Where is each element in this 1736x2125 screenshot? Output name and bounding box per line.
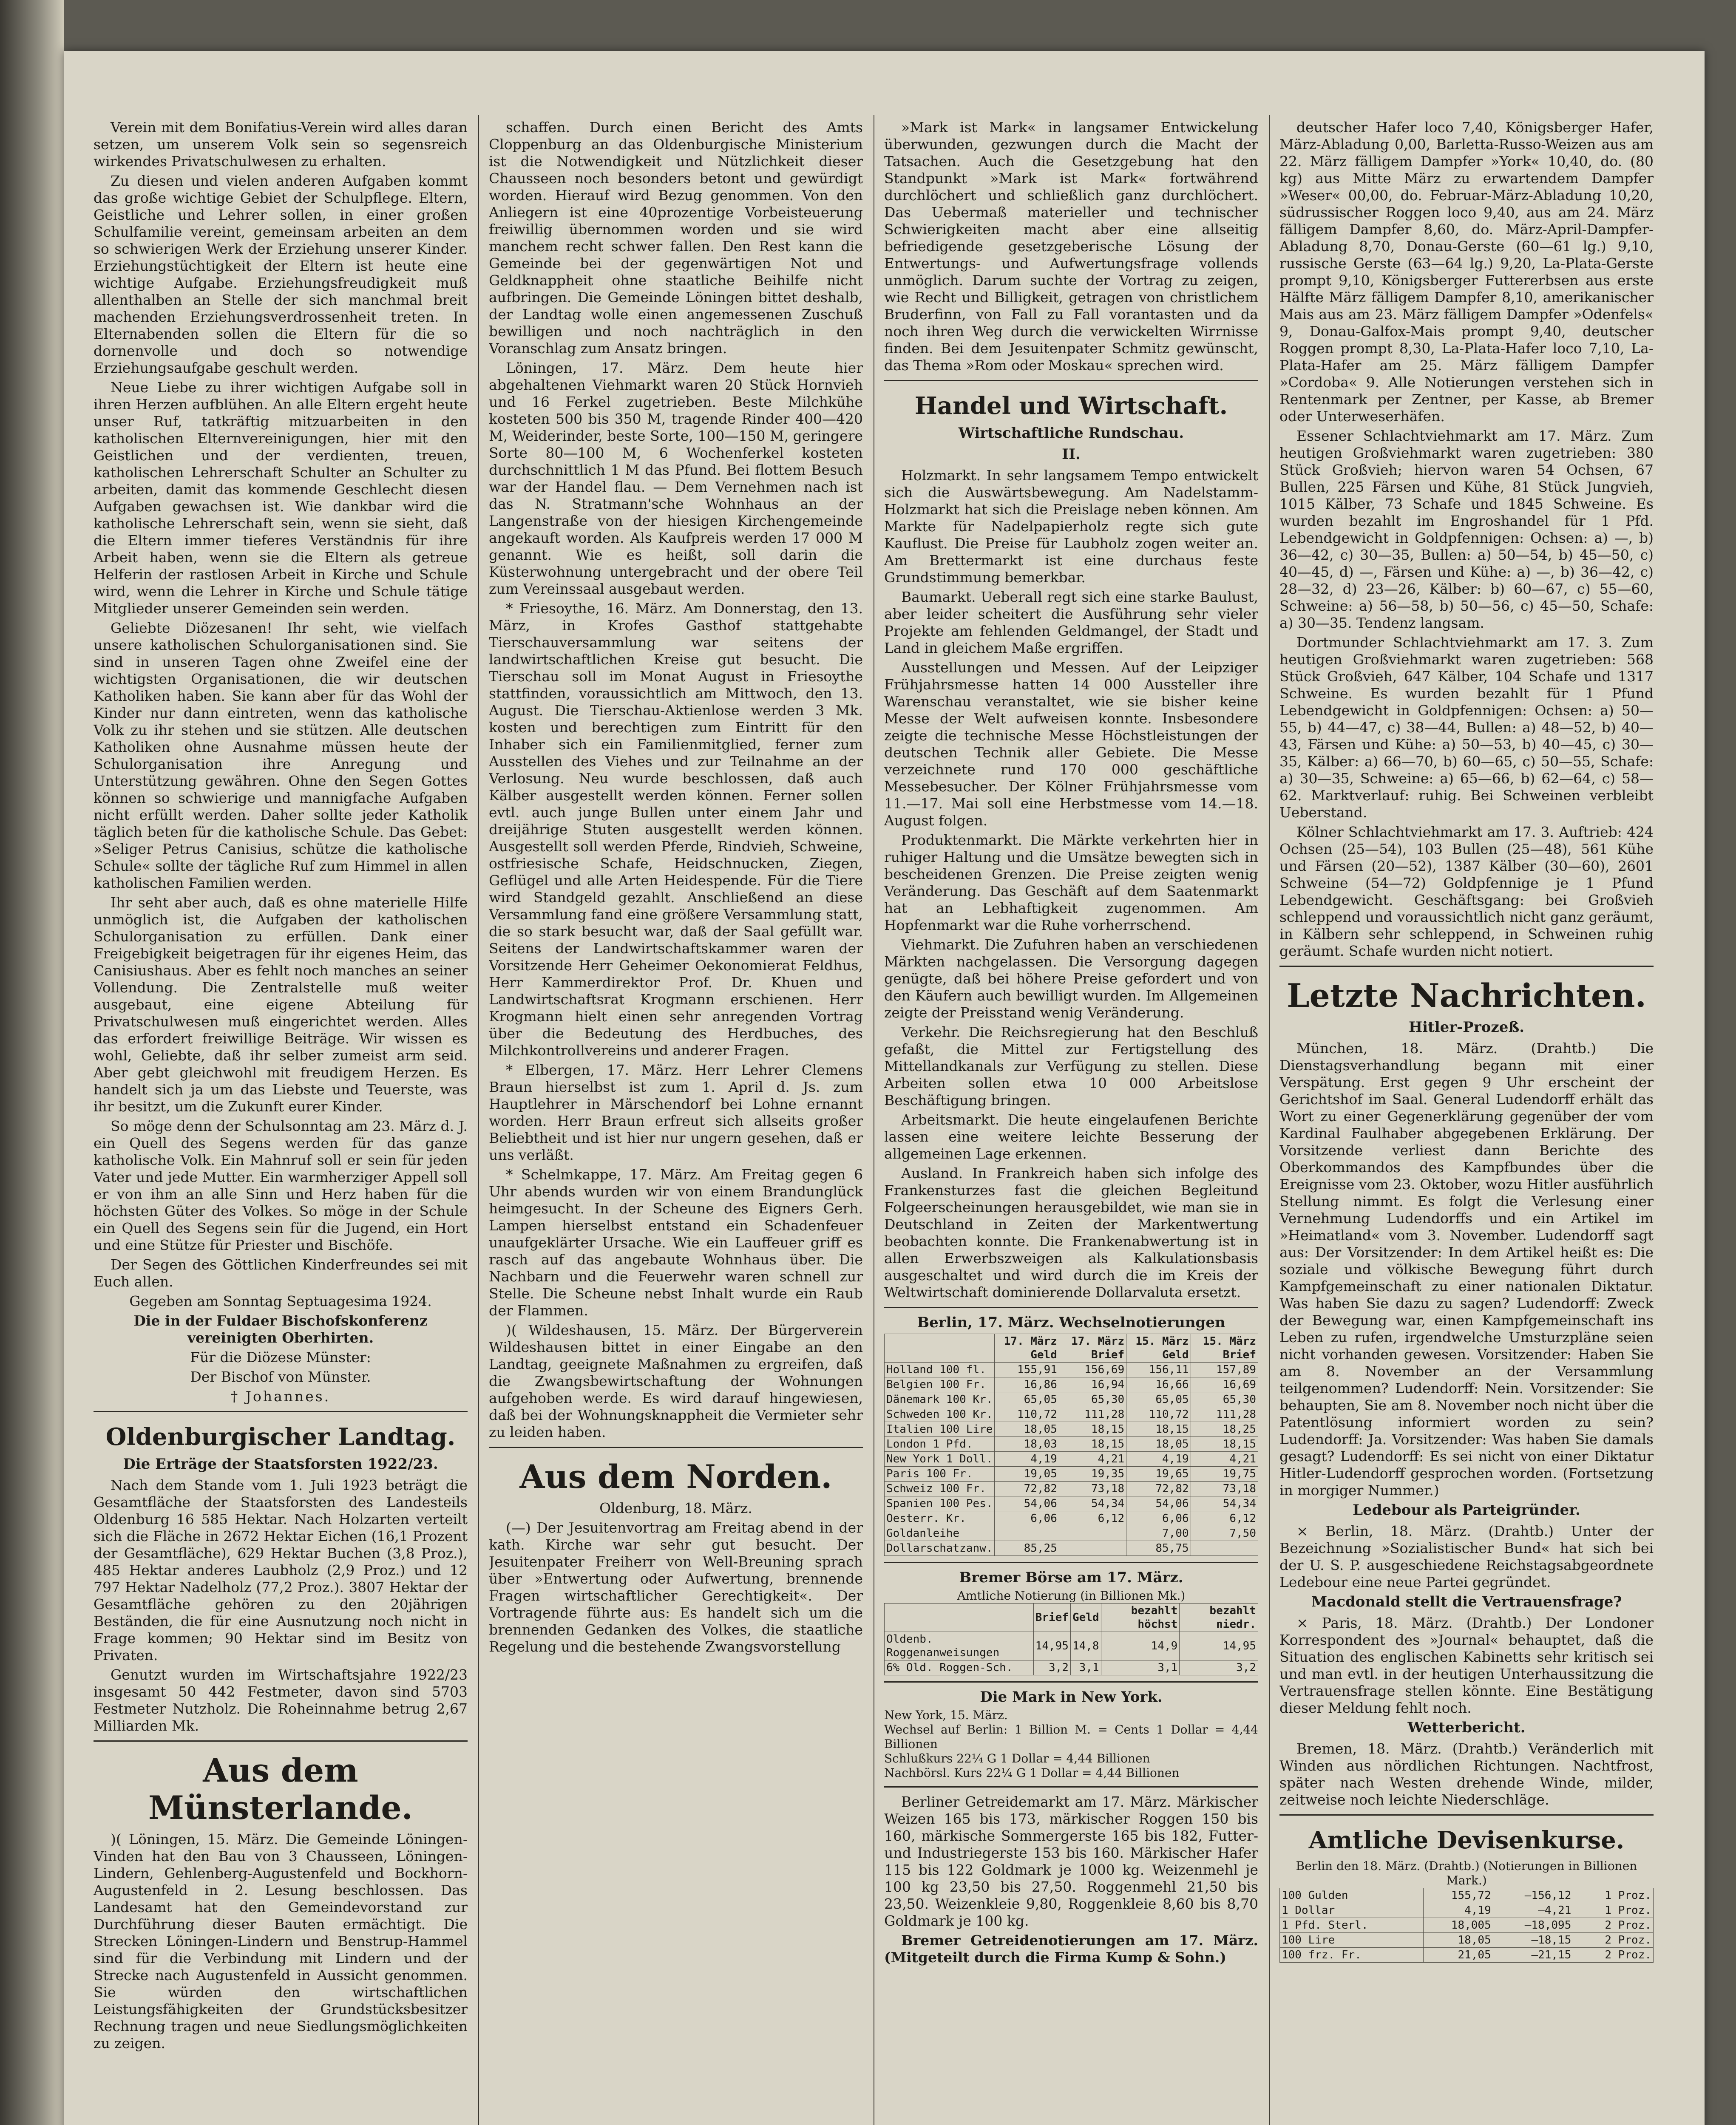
landtag-subheadline: Die Erträge der Staatsforsten 1922/23. (123, 1456, 438, 1473)
divider (489, 1447, 863, 1448)
table-row (885, 1482, 1258, 1496)
table-row (885, 1363, 1258, 1377)
table-row (1280, 1948, 1654, 1963)
table-cell: 65,05 (1126, 1392, 1191, 1407)
paragraph: Dortmunder Schlachtviehmarkt am 17. 3. Zum heutigen Großviehmarkt waren zugetrieben: 568 Stück Großvieh, 647 Kälber, 104 Schafe und 1317 Schweine. Es wurden bezahlt für 1 Pfund Lebendgewicht in Goldpfennigen: Ochsen: a) 50—55, b) 44—47, c) 38—44, Bullen: a) 48—52, b) 40—43, Färsen und Kühe: a) 50—53, b) 40—45, c) 30—35, Kälber: a) 66—70, b) 60—65, c) 50—55, Schafe: a) 30—35, Schweine: a) 65—66, b) 62—64, c) 58—62. Marktverlauf: ruhig. Bei Schweinen verbleibt Ueberstand. (1279, 634, 1654, 821)
paragraph: Verkehr. Die Reichsregierung hat den Beschluß gefaßt, die Mittel zur Fertigstellung des Mittellandkanals zur Verfügung zu stellen. Diese Arbeiten sollen etwa 10 000 Arbeitslose Beschäftigung bringen. (884, 1024, 1258, 1108)
table-cell: Goldanleihe (885, 1526, 995, 1541)
paragraph: Löningen, 17. März. Dem heute hier abgehaltenen Viehmarkt waren 20 Stück Hornvieh und 16 Ferkel zugetrieben. Beste Milchkühe kosteten 500 bis 350 M, tragende Rinder 400—420 M, Weiderinder, beste Sorte, 100—150 M, geringere Sorte 80—100 M, 6 Wochenferkel kosteten durchschnittlich 1 M das Pfund. Bei flottem Besuch war der Handel flau. — Dem Vernehmen nach ist das N. Stratmann'sche Wohnhaus an der Langenstraße von der hiesigen Kirchengemeinde angekauft worden. Als Kaufpreis werden 17 000 M genannt. Wie es heißt, soll darin die Küsterwohnung untergebracht und der obere Teil zum Vereinssaal ausgebaut werden. (489, 360, 863, 597)
table-cell: 65,05 (995, 1392, 1059, 1407)
table-cell: 14,95 (1180, 1632, 1258, 1660)
ledebour-subheadline: Ledebour als Parteigründer. (1353, 1502, 1580, 1519)
bishop-line: Der Bischof von Münster. (190, 1368, 371, 1385)
table-header (885, 1604, 1034, 1632)
table-header: Brief (1033, 1604, 1070, 1632)
table-cell: 1 Pfd. Sterl. (1280, 1918, 1424, 1933)
table-cell: 18,03 (995, 1437, 1059, 1452)
paragraph: Berliner Getreidemarkt am 17. März. Märkischer Weizen 165 bis 173, märkischer Roggen 150 bis 160, märkische Sommergerste 165 bis 182, Futter- und Industriegerste 153 bis 160. Märkischer Hafer 115 bis 122 Goldmark je 1000 kg. Weizenmehl je 100 kg 23,50 bis 27,50. Roggenmehl 21,50 bis 23,50. Weizenkleie 9,80, Roggenkleie 8,60 bis 8,70 Goldmark je 100 kg. (884, 1794, 1258, 1929)
table-cell: Italien 100 Lire (885, 1422, 995, 1437)
table-cell: 4,19 (1126, 1452, 1191, 1467)
table-cell: 16,66 (1126, 1377, 1191, 1392)
table-cell: 18,05 (1126, 1437, 1191, 1452)
amtliche-headline: Amtliche Devisenkurse. (1308, 1826, 1625, 1854)
paragraph: schaffen. Durch einen Bericht des Amts Cloppenburg an das Oldenburgische Ministerium ist die Notwendigkeit und Nützlichkeit dieser Chausseen noch besonders betont und gewürdigt worden. Hierauf wird Bezug genommen. Von den Anliegern ist eine 40prozentige Vorbeisteuerung freiwillig übernommen worden und sie wird manchem recht schwer fallen. Den Rest kann die Gemeinde bei der gegenwärtigen Not und Geldknappheit ohne staatliche Beihilfe nicht aufbringen. Die Gemeinde Löningen bittet deshalb, der Landtag wolle einen angemessenen Zuschuß bewilligen und noch nachträglich in den Voranschlag zum Ansatz bringen. (489, 119, 863, 357)
table-cell: 2 Proz. (1573, 1933, 1654, 1948)
table-cell: 14,8 (1070, 1632, 1101, 1660)
table-cell: 19,75 (1191, 1467, 1258, 1482)
table-cell: —18,095 (1493, 1918, 1573, 1933)
mark-line: New York, 15. März. (884, 1708, 1008, 1722)
table-cell: 21,05 (1424, 1948, 1493, 1963)
table-cell: 19,65 (1126, 1467, 1191, 1482)
table-cell: 2 Proz. (1573, 1948, 1654, 1963)
table-cell: 6,06 (995, 1511, 1059, 1526)
table-cell: —21,15 (1493, 1948, 1573, 1963)
paragraph: )( Wildeshausen, 15. März. Der Bürgerverein Wildeshausen bittet in einer Eingabe an den Landtag, geeignete Maßnahmen zu ergreifen, daß die Zwangsbewirtschaftung der Wohnungen aufgehoben werde. Es wird darauf hingewiesen, daß bei der Wohnungsknappheit die Vermieter sehr zu leiden haben. (489, 1322, 863, 1440)
paragraph: )( Löningen, 15. März. Die Gemeinde Löningen-Vinden hat den Bau von 3 Chausseen, Löningen-Lindern, Gehlenberg-Augustenfeld und Bockhorn-Augustenfeld in 2. Lesung beschlossen. Das Landesamt hat den Gemeindevorstand zur Durchführung dieser Bauten ermächtigt. Die Strecken Löningen-Lindern und Benstrup-Hammel sind für die Verbindung mit Lindern und der Strecke nach Augustenfeld in Aussicht genommen. Sie würden den wirtschaftlichen Leistungsfähigkeiten der Grundstücksbesitzer Rechnung tragen und neue Siedlungsmöglichkeiten zu zeigen. (94, 1831, 468, 2051)
table-cell: Paris 100 Fr. (885, 1467, 995, 1482)
table-cell: 4,19 (995, 1452, 1059, 1467)
scan-edge (0, 0, 64, 2125)
table-cell: 54,06 (1126, 1496, 1191, 1511)
divider (884, 380, 1258, 381)
table-header: bezahlt niedr. (1180, 1604, 1258, 1632)
paragraph: München, 18. März. (Drahtb.) Die Dienstagsverhandlung begann mit einer Verspätung. Erst gegen 9 Uhr erscheint der Gerichtshof im Saal. General Ludendorff erhält das Wort zu einer Gegenerklärung gegenüber der vom Kardinal Faulhaber abgegebenen Erklärung. Der Vorsitzende verliest dann Berichte des Oberkommandos des Kampfbundes über die Ereignisse vom 23. Oktober, wozu Hitler ausführlich Stellung nimmt. Es folgt die Verlesung einer Vernehmung Ludendorffs und ein Artikel im »Heimatland« vom 3. November. Ludendorff sagt aus: Der Vorsitzender: In dem Artikel heißt es: Die soziale und völkische Bewegung führt durch Kampfgemeinschaft zu einer nationalen Diktatur. Was haben Sie dazu zu sagen? Ludendorff: Zweck der Bewegung war, einen Kampfgemeinschaft ins Leben zu rufen, irgendwelche Umsturzpläne seien nicht vorhanden gewesen. Vorsitzender: Haben Sie am 8. November an der Versammlung teilgenommen? Ludendorff: Nein. Vorsitzender: Sie behaupten, Sie am 8. November noch nicht über die Patentlösung informiert worden zu sein? Ludendorff: Ja. Vorsitzender: Was haben Sie damals gesagt? Ludendorff: Es sei nicht von einer Diktatur Hitler-Ludendorff gesprochen worden. (Fortsetzung in morgiger Nummer.) (1279, 1040, 1654, 1499)
divider (1279, 1814, 1654, 1816)
column-1 (94, 119, 468, 2125)
table-cell: 18,15 (1059, 1422, 1126, 1437)
table-cell: 6,12 (1191, 1511, 1258, 1526)
wetter-subheadline: Wetterbericht. (1407, 1719, 1526, 1736)
table-cell: 65,30 (1059, 1392, 1126, 1407)
table-row (885, 1632, 1258, 1660)
table-row (1280, 1918, 1654, 1933)
paragraph: Arbeitsmarkt. Die heute eingelaufenen Berichte lassen eine weitere leichte Besserung der allgemeinen Lage erkennen. (884, 1111, 1258, 1162)
paragraph: Bremen, 18. März. (Drahtb.) Veränderlich mit Winden aus nördlichen Richtungen. Nachtfrost, später nach Westen drehende Winde, milder, zeitweise noch leichte Niederschläge. (1279, 1740, 1654, 1808)
table-cell: 155,72 (1424, 1888, 1493, 1903)
paragraph: Ausland. In Frankreich haben sich infolge des Frankensturzes fast die gleichen Begleitund Folgeerscheinungen herausgebildet, wie man sie in Deutschland in Zeiten der Markentwertung beobachten konnte. Die Frankenabwertung ist in allen Erwerbszweigen als Kalkulationsbasis ausgeschaltet und wird durch die im Kreis der Weltwirtschaft dominierende Dollarvaluta ersetzt. (884, 1165, 1258, 1300)
table-cell: New York 1 Doll. (885, 1452, 995, 1467)
paragraph: Ihr seht aber auch, daß es ohne materielle Hilfe unmöglich ist, die Aufgaben der katholischen Schulorganisation zu erfüllen. Dank einer Freigebigkeit beigetragen für ihr eigenes Heim, das Canisiushaus. Aber es fehlt noch manches an seiner Vollendung. Die Zentralstelle muß weiter ausgebaut, eine eigene Abteilung für Privatschulwesen muß eingerichtet werden. Alles das erfordert freiwillige Beiträge. Wir wissen es wohl, Geliebte, daß ihr selber zumeist arm seid. Aber gebt gleichwohl mit freudigem Herzen. Es handelt sich ja um das Liebste und Teuerste, was ihr besitzt, um die Zukunft eurer Kinder. (94, 894, 468, 1115)
column-4 (1279, 119, 1654, 2125)
table-cell: 4,21 (1059, 1452, 1126, 1467)
table-cell: 111,28 (1191, 1407, 1258, 1422)
table-cell: 4,19 (1424, 1903, 1493, 1918)
table-row (885, 1541, 1258, 1556)
table-cell: Holland 100 fl. (885, 1363, 995, 1377)
table-cell: —156,12 (1493, 1888, 1573, 1903)
table-cell: 6% Old. Roggen-Sch. (885, 1660, 1034, 1675)
column-2 (489, 119, 863, 2125)
table-cell: 1 Dollar (1280, 1903, 1424, 1918)
table-row (885, 1496, 1258, 1511)
hitler-subheadline: Hitler-Prozeß. (1408, 1019, 1525, 1036)
table-header: 17. März Geld (995, 1334, 1059, 1363)
paragraph: Produktenmarkt. Die Märkte verkehrten hier in ruhiger Haltung und die Umsätze bewegten sich in bescheidenen Grenzen. Die Preise zeigten wenig Veränderung. Das Geschäft auf dem Saatenmarkt hat an Lebhaftigkeit zugenommen. Am Hopfenmarkt war die Ruhe vorherrschend. (884, 832, 1258, 933)
date-line: Gegeben am Sonntag Septuagesima 1924. (129, 1293, 432, 1309)
paragraph: Genutzt wurden im Wirtschaftsjahre 1922/23 insgesamt 50 442 Festmeter, davon sind 5703 Festmeter Nutzholz. Die Roheinnahme betrug 2,67 Milliarden Mk. (94, 1666, 468, 1734)
table-cell: 100 frz. Fr. (1280, 1948, 1424, 1963)
table-cell: 1 Proz. (1573, 1888, 1654, 1903)
table-cell: 72,82 (995, 1482, 1059, 1496)
table-row (885, 1467, 1258, 1482)
table-cell: Belgien 100 Fr. (885, 1377, 995, 1392)
table-cell (1059, 1541, 1126, 1556)
paragraph: Kölner Schlachtviehmarkt am 17. 3. Auftrieb: 424 Ochsen (25—54), 103 Bullen (25—48), 561 Kühe und Färsen (20—52), 1387 Kälber (30—60), 2601 Schweine (54—72) Goldpfennige je 1 Pfund Lebendgewicht. Geschäftsgang: bei Großvieh schleppend und voraussichtlich nicht ganz geräumt, in Kälbern sehr schleppend, in Schweinen ruhig geräumt. Schafe wurden nicht notiert. (1279, 824, 1654, 959)
divider (94, 1411, 468, 1412)
handel-subheadline: Wirtschaftliche Rundschau. (958, 425, 1184, 442)
paragraph: (—) Der Jesuitenvortrag am Freitag abend in der kath. Kirche war sehr gut besucht. Der Jesuitenpater Freiherr von Well-Breuning sprach über »Entwertung oder Aufwertung, brennende Fragen wirtschaftlicher Gerechtigkeit«. Der Vortragende führte aus: Es handelt sich um die brennenden Gedanken des Volkes, die staatliche Regelung und die bestehende Zwangsvorstellung (489, 1519, 863, 1655)
table-cell: 3,2 (1033, 1660, 1070, 1675)
paragraph: Viehmarkt. Die Zufuhren haben an verschiedenen Märkten nachgelassen. Die Versorgung dagegen genügte, daß bei höhere Preise gefordert und von den Käufern auch bewilligt wurden. Im Allgemeinen zeigte der Preisstand wenig Veränderung. (884, 936, 1258, 1021)
paragraph: * Elbergen, 17. März. Herr Lehrer Clemens Braun hierselbst ist zum 1. April d. Js. zum Hauptlehrer in Märschendorf bei Lohne ernannt worden. Herr Braun erfreut sich allseits großer Beliebtheit und ist hier nur ungern gesehen, daß er uns verläßt. (489, 1062, 863, 1163)
paragraph: Geliebte Diözesanen! Ihr seht, wie vielfach unsere katholischen Schulorganisationen sind. Sie sind in unseren Tagen ohne Zweifel eine der wichtigsten Organisationen, die wir deutschen Katholiken haben. Sie kann aber für das Wohl der Kinder nur dann eintreten, wenn das katholische Volk zu ihr stehen und sie stützen. Alle deutschen Katholiken ohne Ausnahme müssen heute der Schulorganisation ihre Anregung und Unterstützung gewähren. Ohne den Segen Gottes können so schwierige und mannigfache Aufgaben nicht erfüllt werden. Daher sollte jeder Katholik täglich beten für die katholische Schule. Das Gebet: »Seliger Petrus Canisius, schütze die katholische Schule« sollte der tägliche Ruf zum Himmel in allen katholischen Familien werden. (94, 620, 468, 891)
table-cell: 18,25 (1191, 1422, 1258, 1437)
table-cell: 2 Proz. (1573, 1918, 1654, 1933)
table-cell: 18,05 (1424, 1933, 1493, 1948)
table-row (885, 1526, 1258, 1541)
table-cell: Schweden 100 Kr. (885, 1407, 995, 1422)
paragraph: Ausstellungen und Messen. Auf der Leipziger Frühjahrsmesse hatten 14 000 Aussteller ihre Warenschau veranstaltet, wie sie bisher keine Messe der Welt aufweisen konnte. Insbesondere zeigte die technische Messe Höchstleistungen der deutschen Technik aller Gebiete. Die Messe verzeichnete rund 170 000 geschäftliche Messebesucher. Der Kölner Frühjahrsmesse vom 11.—17. Mai soll eine Herbstmesse vom 14.—18. August folgen. (884, 659, 1258, 829)
table-cell: —4,21 (1493, 1903, 1573, 1918)
table-cell: Dollarschatzanw. (885, 1541, 995, 1556)
table-cell: 54,34 (1059, 1496, 1126, 1511)
table-cell: 72,82 (1126, 1482, 1191, 1496)
table-cell: 16,94 (1059, 1377, 1126, 1392)
table-cell: 6,06 (1126, 1511, 1191, 1526)
table-cell: Dänemark 100 Kr. (885, 1392, 995, 1407)
paragraph: deutscher Hafer loco 7,40, Königsberger Hafer, März-Abladung 0,00, Barletta-Russo-Weizen aus am 22. März fälligem Dampfer »York« 10,40, do. (80 kg) aus Mitte März zu erwartendem Dampfer »Weser« 00,00, do. Februar-März-Abladung 10,20, südrussischer Roggen loco 9,40, aus am 24. März fälligem Dampfer 8,60, do. März-April-Dampfer-Abladung 8,70, Donau-Gerste (60—61 lg.) 9,10, russische Gerste (63—64 lg.) 9,20, La-Plata-Gerste prompt 9,10, Königsberger Futtererbsen aus erste Hälfte März fälligem Dampfer 8,10, amerikanischer Mais aus am 23. März fälligem Dampfer »Odenfels« 9, Donau-Galfox-Mais prompt 9,40, deutscher Roggen prompt 8,30, La-Plata-Hafer loco 7,10, La-Plata-Hafer am 25. März fälligem Dampfer »Cordoba« 9. Alle Notierungen verstehen sich in Rentenmark per Zentner, per Kasse, ab Bremer oder Unterweserhäfen. (1279, 119, 1654, 425)
table-cell: 7,00 (1126, 1526, 1191, 1541)
table-row (1280, 1903, 1654, 1918)
table-cell: Oldenb. Roggenanweisungen (885, 1632, 1034, 1660)
column-rule (478, 115, 479, 2125)
table-cell: 19,35 (1059, 1467, 1126, 1482)
table-cell: 3,1 (1070, 1660, 1101, 1675)
divider (884, 1786, 1258, 1788)
table-row (885, 1392, 1258, 1407)
letzte-headline: Letzte Nachrichten. (1287, 977, 1646, 1014)
table-header: 15. März Geld (1126, 1334, 1191, 1363)
paragraph: * Schelmkappe, 17. März. Am Freitag gegen 6 Uhr abends wurden wir von einem Brandunglück heimgesucht. In der Scheune des Eigners Gerh. Lampen hierselbst entstand ein Schadenfeuer unaufgeklärter Ursache. Wie ein Lauffeuer griff es rasch auf das angebaute Wohnhaus über. Die Nachbarn und die Feuerwehr waren schnell zur Stelle. Die Scheune nebst Inhalt wurde ein Raub der Flammen. (489, 1166, 863, 1319)
paragraph: Zu diesen und vielen anderen Aufgaben kommt das große wichtige Gebiet der Schulpflege. Eltern, Geistliche und Lehrer sollen, in einer großen Schulfamilie vereint, gemeinsam arbeiten an dem so schwierigen Werk der Erziehung unserer Kinder. Erziehungstüchtigkeit der Eltern ist heute eine wichtige Aufgabe. Erziehungsfreudigkeit muß allenthalben an Stelle der sich manchmal breit machenden Erziehungsverdrossenheit treten. In Elternabenden sollen die Eltern für die so dornenvolle und doch so notwendige Erziehungsaufgabe geschult werden. (94, 173, 468, 376)
divider (884, 1562, 1258, 1563)
table-row (885, 1407, 1258, 1422)
paragraph: »Mark ist Mark« in langsamer Entwickelung überwunden, gezwungen durch die Macht der Tatsachen. Auch die Gesetzgebung hat den Standpunkt »Mark ist Mark« fortwährend durchlöchert und schließlich ganz durchlöchert. Das Uebermaß materieller und technischer Schwierigkeiten macht aber eine allseitig befriedigende gesetzgeberische Lösung der Entwertungs- und Aufwertungsfrage vollends unmöglich. Darum suchte der Vortrag zu zeigen, wie Recht und Billigkeit, getragen von christlichem Bruderfinn, von Fall zu Fall vorantasten und da noch ihren Weg durch die verwickelten Wirrnisse finden. Bei dem Jesuitenpater Schmitz gewünscht, das Thema »Rom oder Moskau« sprechen wird. (884, 119, 1258, 374)
table-cell (1191, 1541, 1258, 1556)
table-cell: 4,21 (1191, 1452, 1258, 1467)
table-header: 17. März Brief (1059, 1334, 1126, 1363)
paragraph: Der Segen des Göttlichen Kinderfreundes sei mit Euch allen. (94, 1256, 468, 1290)
table-cell: 111,28 (1059, 1407, 1126, 1422)
table-cell: 73,18 (1059, 1482, 1126, 1496)
paragraph: Neue Liebe zu ihrer wichtigen Aufgabe soll in ihren Herzen aufblühen. An alle Eltern ergeht heute unser Ruf, tatkräftig mitzuarbeiten in den katholischen Elternvereinigungen, hier mit den Geistlichen und der verdienten, treuen, katholischen Lehrerschaft Schulter an Schulter zu arbeiten, damit das kommende Geschlecht diesen Aufgaben gewachsen ist. Wie dankbar wird die katholische Lehrerschaft sein, wenn sie sieht, daß die Eltern immer tieferes Verständnis für ihre Arbeit haben, wenn sie die Eltern als getreue Helferin der rastlosen Arbeit in Kirche und Schule wird, wenn die Lehrer in Kirche und Schule tätige Mitglieder unserer Gemeinden sein werden. (94, 379, 468, 617)
table-cell: 18,15 (1126, 1422, 1191, 1437)
mark-line: Schlußkurs 22¼ G 1 Dollar = 4,44 Billionen (884, 1751, 1150, 1765)
devisen-table (884, 1334, 1258, 1556)
table-cell: London 1 Pfd. (885, 1437, 995, 1452)
table-cell: 54,34 (1191, 1496, 1258, 1511)
table-cell: 16,86 (995, 1377, 1059, 1392)
table-cell: 7,50 (1191, 1526, 1258, 1541)
boerse-table-title: Bremer Börse am 17. März. (959, 1569, 1183, 1586)
paragraph: Nach dem Stande vom 1. Juli 1923 beträgt die Gesamtfläche der Staatsforsten des Landesteils Oldenburg 16 585 Hektar. Nach Holzarten verteilt sich die Fläche in 2672 Hektar Eichen (16,1 Prozent der Gesamtfläche), 629 Hektar Buchen (3,8 Proz.), 485 Hektar anderes Laubholz (2,9 Proz.) und 12 797 Hektar Nadelholz (77,2 Proz.). 3807 Hektar der Gesamtfläche gehören zu den 20jährigen Beständen, die für eine Ausnutzung noch nicht in Frage kommen; 90 Hektar sind im Besitz von Privaten. (94, 1477, 468, 1663)
muensterland-headline: Aus dem Münsterlande. (148, 1751, 413, 1827)
table-cell: 100 Gulden (1280, 1888, 1424, 1903)
table-cell: Spanien 100 Pes. (885, 1496, 995, 1511)
table-cell: 1 Proz. (1573, 1903, 1654, 1918)
table-row (1280, 1888, 1654, 1903)
table-cell: 100 Lire (1280, 1933, 1424, 1948)
boerse-table (884, 1603, 1258, 1675)
table-row (885, 1452, 1258, 1467)
paragraph: So möge denn der Schulsonntag am 23. März d. J. ein Quell des Segens werden für das ganze katholische Volk. Ein Mahnruf soll er sein für jeden Vater und jede Mutter. Ein warmherziger Appell soll er von ihm an alle Sinn und Herz haben für die höchsten Güter des Volkes. So möge in der Schule ein Quell des Segens sein für die Jugend, ein Hort und eine Stütze für Priester und Bischöfe. (94, 1118, 468, 1253)
paragraph: Essener Schlachtviehmarkt am 17. März. Zum heutigen Großviehmarkt waren zugetrieben: 380 Stück Großvieh; hiervon waren 54 Ochsen, 67 Bullen, 225 Färsen und Kühe, 81 Stück Jungvieh, 1015 Kälber, 73 Schafe und 1845 Schweine. Es wurden bezahlt im Engroshandel für 1 Pfd. Lebendgewicht in Goldpfennigen: Ochsen: a) —, b) 36—42, c) 30—35, Bullen: a) 50—54, b) 45—50, c) 40—45, d) —, Färsen und Kühe: a) —, b) 36—42, c) 28—32, d) 23—26, Kälber: b) 60—67, c) 55—60, Schweine: a) 56—58, b) 50—56, c) 45—50, Schafe: a) 30—35. Tendenz langsam. (1279, 428, 1654, 631)
amtliche-subtitle: Berlin den 18. März. (Drahtb.) (Notierungen in Billionen Mark.) (1296, 1859, 1637, 1887)
table-header: Geld (1070, 1604, 1101, 1632)
table-cell: 85,25 (995, 1541, 1059, 1556)
table-row (885, 1437, 1258, 1452)
boerse-subtitle: Amtliche Notierung (in Billionen Mk.) (957, 1589, 1186, 1603)
table-cell (1059, 1526, 1126, 1541)
table-cell: 157,89 (1191, 1363, 1258, 1377)
table-header: 15. März Brief (1191, 1334, 1258, 1363)
table-row (885, 1377, 1258, 1392)
mark-line: Wechsel auf Berlin: 1 Billion M. = Cents 1 Dollar = 4,44 Billionen (884, 1723, 1258, 1751)
paragraph: × Paris, 18. März. (Drahtb.) Der Londoner Korrespondent des »Journal« behauptet, daß die Situation des englischen Kabinetts sehr kritisch sei und man evtl. in der heutigen Unterhaussitzung die Vertrauensfrage stellen könnte. Eine Bestätigung dieser Meldung fehlt noch. (1279, 1615, 1654, 1716)
table-row (1280, 1933, 1654, 1948)
mark-title: Die Mark in New York. (980, 1689, 1163, 1706)
signature-head: Die in der Fuldaer Bischofskonferenz vereinigten Oberhirten. (133, 1312, 428, 1346)
table-cell: —18,15 (1493, 1933, 1573, 1948)
table-row (885, 1660, 1258, 1675)
table-cell: 110,72 (1126, 1407, 1191, 1422)
diocese-line: Für die Diözese Münster: (190, 1349, 371, 1366)
table-header: bezahlt höchst (1101, 1604, 1180, 1632)
newspaper-page (64, 51, 1705, 2125)
handel-headline: Handel und Wirtschaft. (914, 392, 1228, 420)
table-cell: 16,69 (1191, 1377, 1258, 1392)
table-cell: 18,005 (1424, 1918, 1493, 1933)
table-row (885, 1422, 1258, 1437)
table-cell: 18,15 (1059, 1437, 1126, 1452)
dateline: Oldenburg, 18. März. (599, 1500, 752, 1516)
macdonald-subheadline: Macdonald stellt die Vertrauensfrage? (1311, 1593, 1622, 1610)
paragraph: * Friesoythe, 16. März. Am Donnerstag, den 13. März, in Krofes Gasthof stattgehabte Tierschauversammlung war seitens der landwirtschaftlichen Kreise gut besucht. Die Tierschau soll im Monat August in Friesoythe stattfinden, voraussichtlich am Mittwoch, den 13. August. Die Tierschau-Aktienlose werden 3 Mk. kosten und berechtigen zum Eintritt für den Inhaber sich ein Familienmitglied, ferner zum Ausstellen des Viehes und zur Teilnahme an der Verlosung. Neu wurde beschlossen, daß auch Kälber ausgestellt werden können. Ferner sollen evtl. auch junge Bullen unter einem Jahr und dreijährige Stuten ausgestellt werden können. Ausgestellt soll werden Pferde, Rindvieh, Schweine, ostfriesische Schafe, Heidschnucken, Ziegen, Geflügel und alle Arten Heidespende. Für die Tiere wird Standgeld gezahlt. Anschließend an diese Versammlung fand eine größere Versammlung statt, die so stark besucht war, daß der Saal gefüllt war. Seitens der Landwirtschaftskammer waren der Vorsitzende Herr Geheimer Oekonomierat Feldhus, Herr Kammerdirektor Prof. Dr. Khuen und Landwirtschaftsrat Krogmann erschienen. Herr Krogmann hielt einen sehr anregenden Vortrag über die Bedeutung des Herdbuches, des Milchkontrollvereins und anderer Fragen. (489, 600, 863, 1059)
table-cell: 110,72 (995, 1407, 1059, 1422)
table-cell: 6,12 (1059, 1511, 1126, 1526)
table-cell: 14,9 (1101, 1632, 1180, 1660)
table-cell: 18,15 (1191, 1437, 1258, 1452)
handel-number: II. (1062, 446, 1081, 463)
divider (884, 1307, 1258, 1308)
pastoral-letter (94, 119, 468, 1405)
amtliche-table (1279, 1888, 1654, 1963)
table-cell: 3,2 (1180, 1660, 1258, 1675)
divider (884, 1681, 1258, 1683)
paragraph: Holzmarkt. In sehr langsamem Tempo entwickelt sich die Auswärtsbewegung. Am Nadelstamm-Holzmarkt hat sich die Preislage neben können. Am Markte für Nadelpapierholz regte sich gute Kauflust. Die Preise für Laubholz zogen weiter an. Am Brettermarkt ist eine durchaus feste Grundstimmung bemerkbar. (884, 467, 1258, 586)
paragraph: Bremer Getreidenotierungen am 17. März. (Mitgeteilt durch die Firma Kump & Sohn.) (884, 1932, 1258, 1966)
table-cell: 19,05 (995, 1467, 1059, 1482)
paragraph: Baumarkt. Ueberall regt sich eine starke Baulust, aber leider scheitert die Ausführung sehr vieler Projekte am fehlenden Geldmangel, der Stadt und Land in gleichem Maße ergriffen. (884, 589, 1258, 656)
paragraph: Verein mit dem Bonifatius-Verein wird alles daran setzen, um unserem Volk sein so segensreich wirkendes Privatschulwesen zu erhalten. (94, 119, 468, 170)
paragraph: × Berlin, 18. März. (Drahtb.) Unter der Bezeichnung »Sozialistischer Bund« hat sich bei der U. S. P. ausgeschiedene Reichstagsabgeordnete Ledebour eine neue Partei gegründet. (1279, 1523, 1654, 1590)
norden-headline: Aus dem Norden. (519, 1458, 832, 1496)
table-cell: 14,95 (1033, 1632, 1070, 1660)
table-cell: 85,75 (1126, 1541, 1191, 1556)
table-header (885, 1334, 995, 1363)
divider (94, 1740, 468, 1742)
column-rule (1269, 115, 1270, 2125)
table-cell: 3,1 (1101, 1660, 1180, 1675)
table-cell: 65,30 (1191, 1392, 1258, 1407)
devisen-table-title: Berlin, 17. März. Wechselnotierungen (917, 1314, 1225, 1331)
table-cell: Oesterr. Kr. (885, 1511, 995, 1526)
table-cell: 156,11 (1126, 1363, 1191, 1377)
table-cell: 156,69 (1059, 1363, 1126, 1377)
column-3 (884, 119, 1258, 2125)
landtag-headline: Oldenburgischer Landtag. (105, 1423, 456, 1451)
table-cell (995, 1526, 1059, 1541)
table-cell: 73,18 (1191, 1482, 1258, 1496)
mark-line: Nachbörsl. Kurs 22¼ G 1 Dollar = 4,44 Billionen (884, 1766, 1180, 1780)
bishop-name: † Johannes. (230, 1388, 331, 1405)
divider (1279, 966, 1654, 967)
table-cell: 54,06 (995, 1496, 1059, 1511)
table-row (885, 1511, 1258, 1526)
table-cell: Schweiz 100 Fr. (885, 1482, 995, 1496)
table-cell: 155,91 (995, 1363, 1059, 1377)
table-cell: 18,05 (995, 1422, 1059, 1437)
mark-lines (884, 1708, 1258, 1780)
